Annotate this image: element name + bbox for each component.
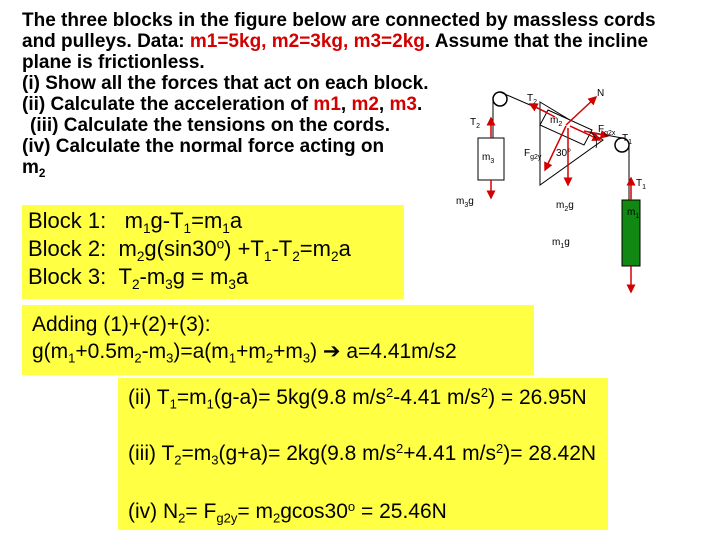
label-t2-left: $T_2$ (470, 117, 481, 130)
label-m3g: $m_3g$ (456, 196, 474, 209)
adding-heading: Adding (1)+(2)+(3): (32, 313, 211, 336)
arrow-normal (566, 97, 596, 125)
label-fg2x: $F_{g2x}$ (598, 124, 616, 137)
label-m3: $m_3$ (482, 152, 495, 165)
label-n: N (597, 88, 605, 99)
adding-panel (22, 305, 534, 375)
equation-block-3: Block 3: $T_2-m_3g = m_3a$ (28, 264, 249, 292)
question-1: (i) Show all the forces that act on each block. (22, 73, 429, 94)
label-m2g: $m_2g$ (556, 200, 574, 213)
mass-data: m1=5kg, m2=3kg, m3=2kg (189, 31, 425, 52)
arrow-right-icon: ➔ (322, 340, 341, 363)
result-t2: (iii) $T_2=m_3(g+a)= 2kg(9.8$ $m/s^2+4.41$ $m/s^2)= 28.42N$ (128, 440, 597, 468)
equation-block-1: Block 1: $m_1g-T_1=m_1a$ (28, 208, 243, 236)
problem-line-3: plane is frictionless. (22, 52, 205, 73)
label-m1: $m_1$ (627, 207, 640, 220)
question-3: (iii) Calculate the tensions on the cords. (30, 115, 390, 136)
question-4-target: $m_2$ (22, 157, 46, 181)
equation-block-2: Block 2: $m_2g(\sin 30^o) +T_1-T_2=m_2a$ (28, 236, 351, 264)
question-2: (ii) Calculate the acceleration of m1, m2, m3. (22, 94, 423, 115)
results-panel (118, 378, 608, 530)
equations-panel (22, 205, 404, 299)
label-t2: $T_2$ (527, 93, 538, 106)
label-m1g: $m_1g$ (552, 237, 570, 250)
problem-line-2: and pulleys. Data: m1=5kg, m2=3kg, m3=2kg. Assume that the incline (22, 31, 649, 52)
question-4: (iv) Calculate the normal force acting on (22, 136, 385, 157)
adding-result: $g(m_1+0.5m_2-m_3)=a(m_1+m_2+m_3)$ ➔ a=4.41m/s2 (32, 340, 457, 366)
label-t1-right: $T_1$ (636, 178, 647, 191)
label-t1: $T_1$ (622, 133, 633, 146)
result-t1: (ii) $T_1=m_1(g-a)= 5kg(9.8$ $m/s^2-4.41$ $m/s^2) = 26.95N$ (128, 384, 587, 412)
problem-line-1: The three blocks in the figure below are connected by massless cords (22, 10, 656, 31)
label-angle: 30° (556, 148, 572, 159)
label-fg2y: $F_{g2y}$ (524, 148, 542, 161)
label-m2: $m_2$ (550, 115, 563, 128)
result-normal: (iv) $N_2= F_{g2y}= m_2gcos30^o = 25.46N$ (128, 498, 447, 526)
